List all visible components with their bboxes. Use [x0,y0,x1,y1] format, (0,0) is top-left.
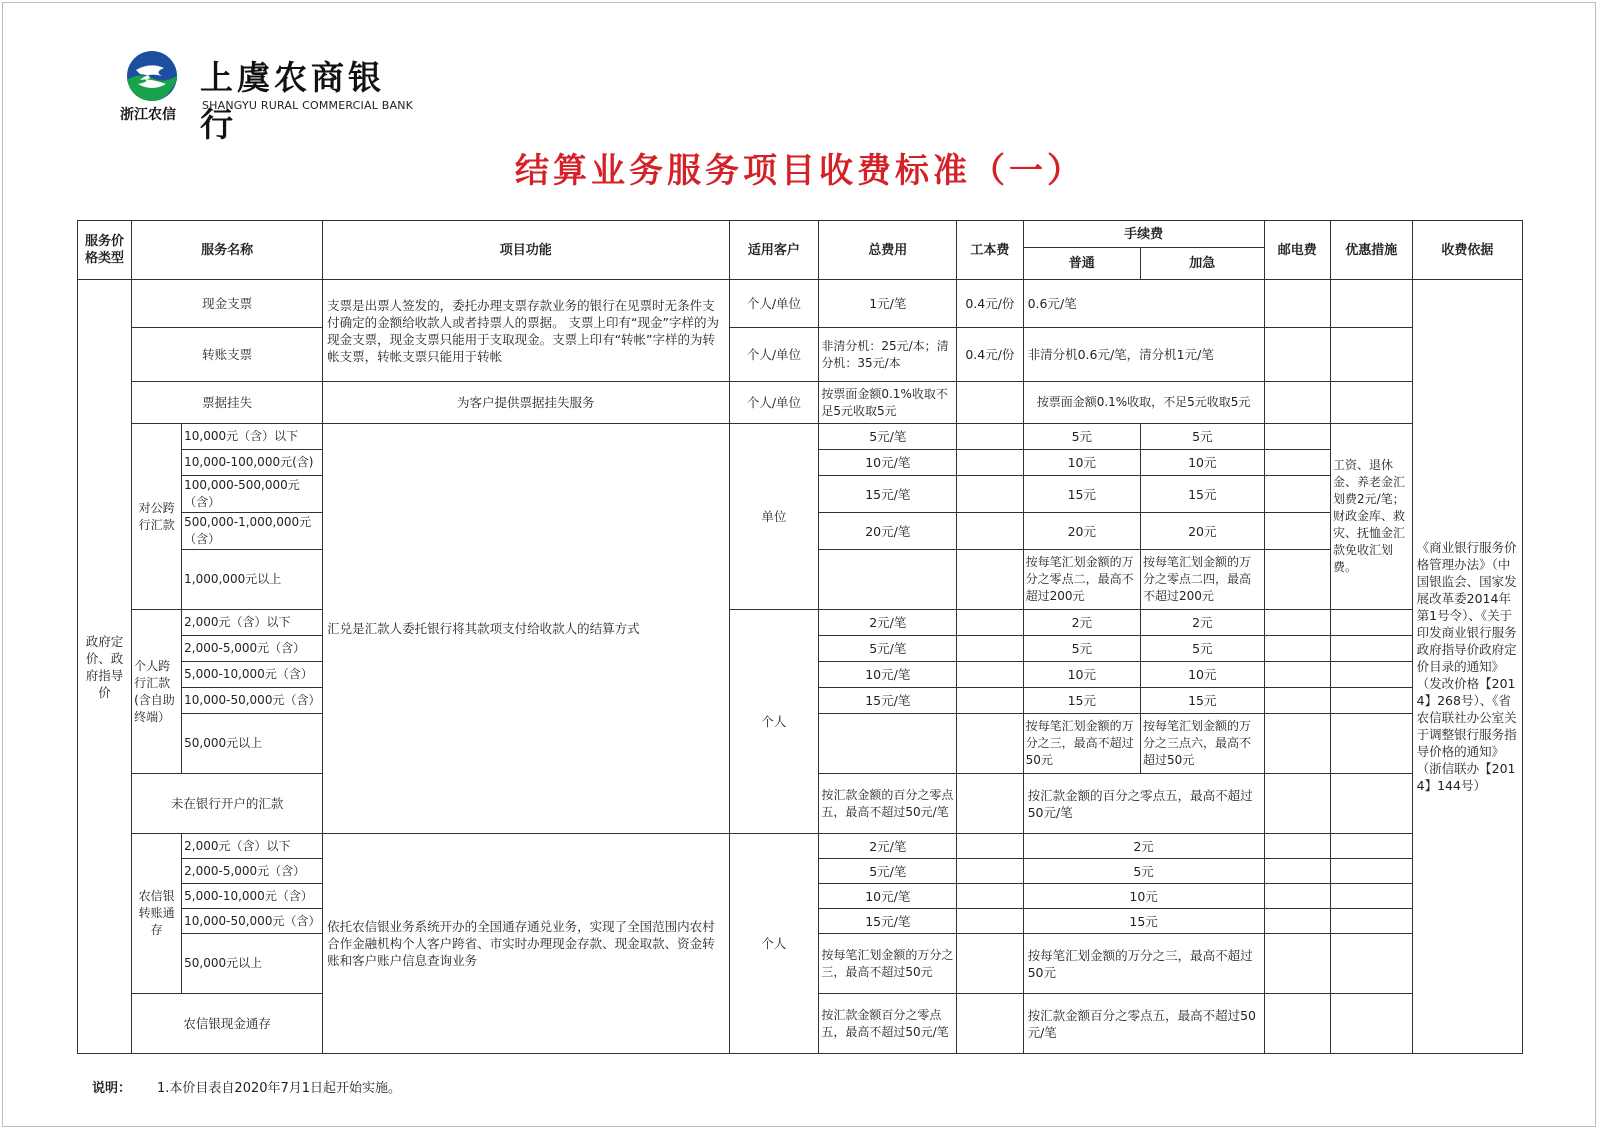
total-fee-cell: 5元/笔 [819,859,957,884]
customer-cell: 个人/单位 [729,328,819,382]
discount-cell: 工资、退休金、养老金汇划费2元/笔；财政金库、救灾、抚恤金汇款免收汇划费。 [1330,424,1412,610]
tier-cell: 1,000,000元以上 [182,550,323,610]
tier-cell: 2,000-5,000元（含） [182,859,323,884]
urgent-fee-cell: 按每笔汇划金额的万分之零点二四，最高不超过200元 [1141,550,1265,610]
handling-fee-cell: 15元 [1023,909,1264,934]
nx-group-label: 农信银转账通存 [132,834,182,994]
tier-cell: 50,000元以上 [182,934,323,994]
nx-function: 依托农信银业务系统开办的全国通存通兑业务，实现了全国范围内农村合作金融机构个人客户跨省、市实时办理现金存款、现金取款、资金转账和客户账户信息查询业务 [323,834,729,1054]
table-row [78,834,1523,859]
urgent-fee-cell: 2元 [1141,610,1265,636]
header-function: 项目功能 [323,221,729,280]
normal-fee-cell: 10元 [1023,450,1140,476]
bank-logo [120,46,420,144]
urgent-fee-cell: 按每笔汇划金额的万分之三点六，最高不超过50元 [1141,714,1265,774]
handling-fee-cell: 10元 [1023,884,1264,909]
tier-cell: 10,000-50,000元（含） [182,688,323,714]
tier-cell: 5,000-10,000元（含） [182,884,323,909]
header-service-name: 服务名称 [132,221,323,280]
total-fee-cell: 2元/笔 [819,610,957,636]
normal-fee-cell: 5元 [1023,636,1140,662]
normal-fee-cell: 按每笔汇划金额的万分之三，最高不超过50元 [1023,714,1140,774]
tier-cell: 10,000-50,000元（含） [182,909,323,934]
table-row [78,382,1523,424]
urgent-fee-cell: 10元 [1141,450,1265,476]
handling-fee-cell: 2元 [1023,834,1264,859]
total-fee-cell [819,714,957,774]
header-basis: 收费依据 [1412,221,1522,280]
total-fee-cell: 15元/笔 [819,688,957,714]
handling-fee-cell: 按票面金额0.1%收取，不足5元收取5元 [1023,382,1264,424]
handling-fee-cell: 按每笔汇划金额的万分之三，最高不超过50元 [1023,934,1264,994]
page-title: 结算业务服务项目收费标准（一） [515,151,1085,191]
total-fee-cell: 非清分机：25元/本；清分机：35元/本 [819,328,957,382]
normal-fee-cell: 按每笔汇划金额的万分之零点二，最高不超过200元 [1023,550,1140,610]
table-row [78,328,1523,382]
header-urgent: 加急 [1141,248,1265,280]
header-handling-fee: 手续费 [1023,221,1264,248]
tier-cell: 100,000-500,000元（含） [182,476,323,513]
header-row [78,221,1523,248]
header-total-fee: 总费用 [819,221,957,280]
total-fee-cell: 按汇款金额的百分之零点五，最高不超过50元/笔 [819,774,957,834]
check-function: 支票是出票人签发的，委托办理支票存款业务的银行在见票时无条件支付确定的金额给收款人或者持票人的票据。 支票上印有“现金”字样的为现金支票，现金支票只能用于支取现金。支票上印有“转帐”字样的为转帐支票，转帐支票只能用于转帐 [323,280,729,382]
total-fee-cell: 10元/笔 [819,450,957,476]
service-name: 票据挂失 [132,382,323,424]
fee-table [77,220,1523,1054]
table-row [78,610,1523,636]
customer-cell: 个人/单位 [729,280,819,328]
material-fee-cell: 0.4元/份 [957,280,1023,328]
total-fee-cell: 按票面金额0.1%收取不足5元收取5元 [819,382,957,424]
material-fee-cell: 0.4元/份 [957,328,1023,382]
urgent-fee-cell: 10元 [1141,662,1265,688]
customer-cell: 个人 [729,610,819,834]
customer-cell: 个人 [729,834,819,1054]
basis-cell: 《商业银行服务价格管理办法》（中国银监会、国家发展改革委2014年第1号令）、《关于印发商业银行服务政府指导价政府定价目录的通知》（发改价格【2014】268号）、《省农信联社办公室关于调整银行服务指导价格的通知》（浙信联办【2014】144号） [1412,280,1522,1054]
handling-fee-cell: 按汇款金额的百分之零点五，最高不超过50元/笔 [1023,774,1264,834]
normal-fee-cell: 20元 [1023,513,1140,550]
handling-fee-cell: 0.6元/笔 [1023,280,1264,328]
service-name: 转账支票 [132,328,323,382]
table-row [78,424,1523,450]
normal-fee-cell: 5元 [1023,424,1140,450]
header-discount: 优惠措施 [1330,221,1412,280]
header-normal: 普通 [1023,248,1140,280]
normal-fee-cell: 2元 [1023,610,1140,636]
handling-fee-cell: 非清分机0.6元/笔，清分机1元/笔 [1023,328,1264,382]
total-fee-cell [819,550,957,610]
tier-cell: 50,000元以上 [182,714,323,774]
tier-cell: 5,000-10,000元（含） [182,662,323,688]
footnote-label: 说明： [92,1081,132,1096]
tier-cell: 2,000元（含）以下 [182,834,323,859]
handling-fee-cell: 5元 [1023,859,1264,884]
urgent-fee-cell: 20元 [1141,513,1265,550]
bank-name: 上虞农商银行 [200,58,385,144]
total-fee-cell: 2元/笔 [819,834,957,859]
zhejiang-nongxin-logo-icon [126,50,178,102]
tier-cell: 10,000-100,000元(含) [182,450,323,476]
total-fee-cell: 10元/笔 [819,884,957,909]
corp-group-label: 对公跨行汇款 [132,424,182,610]
handling-fee-cell: 按汇款金额百分之零点五，最高不超过50元/笔 [1023,994,1264,1054]
logo-parent-name: 浙江农信 [120,107,176,123]
customer-cell: 单位 [729,424,819,610]
service-name: 农信银现金通存 [132,994,323,1054]
normal-fee-cell: 15元 [1023,476,1140,513]
tier-cell: 2,000元（含）以下 [182,610,323,636]
total-fee-cell: 按每笔汇划金额的万分之三，最高不超过50元 [819,934,957,994]
urgent-fee-cell: 15元 [1141,476,1265,513]
urgent-fee-cell: 5元 [1141,636,1265,662]
header-price-type: 服务价格类型 [78,221,132,280]
total-fee-cell: 5元/笔 [819,636,957,662]
service-name: 现金支票 [132,280,323,328]
urgent-fee-cell: 15元 [1141,688,1265,714]
header-customer: 适用客户 [729,221,819,280]
urgent-fee-cell: 5元 [1141,424,1265,450]
personal-group-label: 个人跨行汇款(含自助终端） [132,610,182,774]
header-postal-fee: 邮电费 [1264,221,1330,280]
table-row [78,280,1523,328]
total-fee-cell: 20元/笔 [819,513,957,550]
customer-cell: 个人/单位 [729,382,819,424]
tier-cell: 10,000元（含）以下 [182,424,323,450]
footnote-text: 1.本价目表自2020年7月1日起开始实施。 [157,1081,402,1096]
price-type-cell: 政府定价、政府指导价 [78,280,132,1054]
total-fee-cell: 15元/笔 [819,476,957,513]
tier-cell: 500,000-1,000,000元（含） [182,513,323,550]
bank-english-name: SHANGYU RURAL COMMERCIAL BANK [202,99,414,112]
normal-fee-cell: 10元 [1023,662,1140,688]
tier-cell: 2,000-5,000元（含） [182,636,323,662]
remit-function: 汇兑是汇款人委托银行将其款项支付给收款人的结算方式 [323,424,729,834]
function-cell: 为客户提供票据挂失服务 [323,382,729,424]
total-fee-cell: 10元/笔 [819,662,957,688]
total-fee-cell: 按汇款金额百分之零点五，最高不超过50元/笔 [819,994,957,1054]
total-fee-cell: 1元/笔 [819,280,957,328]
header-material-fee: 工本费 [957,221,1023,280]
footnote [92,1077,401,1096]
total-fee-cell: 5元/笔 [819,424,957,450]
normal-fee-cell: 15元 [1023,688,1140,714]
total-fee-cell: 15元/笔 [819,909,957,934]
service-name: 未在银行开户的汇款 [132,774,323,834]
